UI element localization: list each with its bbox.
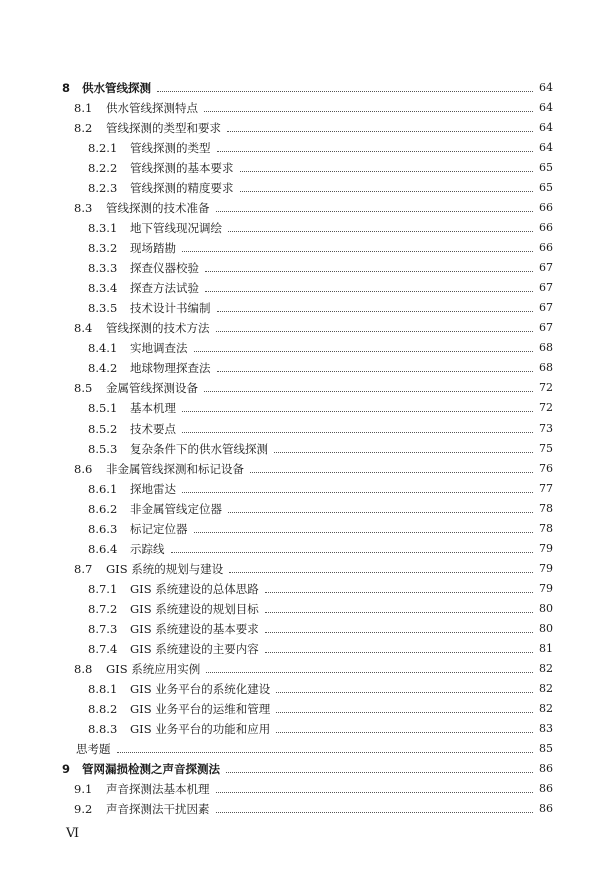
toc-entry-number: 8.3 — [74, 201, 93, 216]
toc-entry-number: 8.2.2 — [88, 161, 118, 176]
toc-entry-page: 86 — [539, 762, 553, 776]
toc-entry — [88, 619, 553, 639]
toc-entry-page: 66 — [539, 201, 553, 215]
dot-leader — [204, 110, 533, 112]
toc-entry-title: GIS 业务平台的运维和管理 — [130, 701, 271, 716]
toc-entry-page: 83 — [539, 721, 553, 735]
toc-entry-page: 72 — [539, 381, 553, 395]
toc-entry-title: 声音探测法干扰因素 — [106, 802, 210, 817]
dot-leader — [228, 511, 533, 513]
dot-leader — [216, 210, 534, 212]
dot-leader — [216, 330, 534, 332]
toc-entry-page: 67 — [539, 301, 553, 315]
toc-entry-page: 65 — [539, 181, 553, 195]
dot-leader — [216, 811, 534, 813]
toc-entry-title: GIS 业务平台的系统化建设 — [130, 681, 271, 696]
toc-entry-number: 9.1 — [74, 782, 93, 797]
dot-leader — [157, 90, 533, 92]
toc-entry-title: GIS 系统应用实例 — [106, 661, 201, 676]
toc-entry-number: 8.8 — [74, 661, 93, 676]
toc-entry — [74, 559, 553, 579]
toc-entry — [88, 419, 553, 439]
toc-entry-title: 标记定位器 — [130, 521, 188, 536]
toc-entry — [88, 439, 553, 459]
toc-entry — [74, 98, 553, 118]
toc-entry-number: 8.3.2 — [88, 241, 118, 256]
dot-leader — [205, 290, 533, 292]
toc-entry-page: 72 — [539, 401, 553, 415]
toc-entry — [88, 218, 553, 238]
toc-entry-number: 8.8.2 — [88, 701, 118, 716]
toc-entry-title: 地下管线现况调绘 — [130, 221, 222, 236]
toc-entry-page: 86 — [539, 782, 553, 796]
toc-entry-title: 声音探测法基本机理 — [106, 782, 210, 797]
toc-entry — [88, 258, 553, 278]
toc-entry-number: 8.6.3 — [88, 521, 118, 536]
dot-leader — [276, 691, 533, 693]
toc-entry-page: 68 — [539, 361, 553, 375]
dot-leader — [274, 451, 533, 453]
dot-leader — [227, 130, 533, 132]
toc-entry — [88, 358, 553, 378]
toc-entry-page: 75 — [539, 441, 553, 455]
toc-entry-title: 探查仪器校验 — [130, 261, 199, 276]
toc-entry-number: 8.6.2 — [88, 501, 118, 516]
dot-leader — [276, 711, 533, 713]
toc-entry-title: GIS 业务平台的功能和应用 — [130, 721, 271, 736]
toc-entry-page: 68 — [539, 341, 553, 355]
dot-leader — [117, 751, 534, 753]
dot-leader — [217, 150, 534, 152]
page-folio: Ⅵ — [66, 826, 80, 841]
toc-entry-title: GIS 系统建设的主要内容 — [130, 641, 259, 656]
toc-entry-title: 探查方法试验 — [130, 281, 199, 296]
toc-entry-title: 供水管线探测特点 — [106, 101, 198, 116]
dot-leader — [182, 410, 533, 412]
dot-leader — [226, 771, 533, 773]
toc-entry-title: 管网漏损检测之声音探测法 — [82, 762, 220, 777]
toc-entry-title: 探地雷达 — [130, 481, 176, 496]
toc-entry-number: 8.5.3 — [88, 441, 118, 456]
toc-entry-page: 80 — [539, 621, 553, 635]
dot-leader — [205, 270, 533, 272]
toc-entry — [74, 318, 553, 338]
toc-entry-title: 非金属管线定位器 — [130, 501, 222, 516]
dot-leader — [265, 591, 533, 593]
dot-leader — [171, 551, 534, 553]
toc-entry-number: 8 — [62, 81, 71, 95]
toc-entry-number: 8.6.1 — [88, 481, 118, 496]
toc-entry — [88, 398, 553, 418]
toc-entry-number: 8.8.1 — [88, 681, 118, 696]
toc-entry-number: 8.7.4 — [88, 641, 118, 656]
toc-entry — [88, 499, 553, 519]
toc-entry-number: 8.8.3 — [88, 721, 118, 736]
toc-entry-number: 8.1 — [74, 101, 93, 116]
dot-leader — [204, 390, 533, 392]
toc-entry — [74, 659, 553, 679]
toc-entry-title: 实地调查法 — [130, 341, 188, 356]
toc-entry — [88, 479, 553, 499]
toc-entry-title: 技术设计书编制 — [130, 301, 211, 316]
toc-entry — [88, 278, 553, 298]
dot-leader — [228, 230, 533, 232]
toc-entry-title: GIS 系统的规划与建设 — [106, 561, 224, 576]
toc-entry-page: 67 — [539, 321, 553, 335]
dot-leader — [265, 631, 533, 633]
toc-entry-title: GIS 系统建设的基本要求 — [130, 621, 259, 636]
dot-leader — [265, 611, 533, 613]
dot-leader — [194, 350, 534, 352]
toc-entry-page: 82 — [539, 681, 553, 695]
toc-entry — [88, 338, 553, 358]
toc-entry-number: 8.4.1 — [88, 341, 118, 356]
toc-entry — [74, 118, 553, 138]
toc-entry-number: 9 — [62, 762, 71, 777]
toc-entry-number: 8.5 — [74, 381, 93, 396]
toc-entry-title: GIS 系统建设的规划目标 — [130, 601, 259, 616]
toc-entry-page: 76 — [539, 461, 553, 475]
toc-entry-number: 8.3.5 — [88, 301, 118, 316]
toc-entry-title: 示踪线 — [130, 541, 165, 556]
toc-entry — [62, 78, 553, 98]
toc-entry — [88, 158, 553, 178]
dot-leader — [194, 531, 534, 533]
toc-entry — [74, 198, 553, 218]
toc-entry-title: 管线探测的基本要求 — [130, 161, 234, 176]
toc-entry-page: 81 — [539, 641, 553, 655]
toc-entry-number: 8.3.1 — [88, 221, 118, 236]
toc-entry-page: 82 — [539, 661, 553, 675]
toc-entry-number: 8.3.3 — [88, 261, 118, 276]
dot-leader — [240, 170, 534, 172]
toc-entry-title: 基本机理 — [130, 401, 176, 416]
toc-entry-title: 金属管线探测设备 — [106, 381, 198, 396]
toc-entry-title: 供水管线探测 — [82, 81, 151, 95]
toc-entry-title: 管线探测的技术准备 — [106, 201, 210, 216]
toc-entry-page: 85 — [539, 741, 553, 755]
dot-leader — [250, 471, 533, 473]
toc-entry-title: 思考题 — [76, 741, 111, 756]
toc-entry-page: 80 — [539, 601, 553, 615]
toc-entry-title: 现场踏勘 — [130, 241, 176, 256]
toc-entry — [74, 779, 553, 799]
toc-entry — [88, 178, 553, 198]
toc-entry-number: 8.6.4 — [88, 541, 118, 556]
toc-entry — [74, 459, 553, 479]
toc-entry-page: 64 — [539, 121, 553, 135]
toc-entry-number: 8.5.2 — [88, 421, 118, 436]
toc-entry-number: 8.5.1 — [88, 401, 118, 416]
toc-entry-page: 78 — [539, 501, 553, 515]
toc-entry — [88, 579, 553, 599]
toc-entry-title: 管线探测的精度要求 — [130, 181, 234, 196]
toc-entry-title: 非金属管线探测和标记设备 — [106, 461, 244, 476]
toc-entry-title: GIS 系统建设的总体思路 — [130, 581, 259, 596]
dot-leader — [217, 310, 534, 312]
toc-entry — [88, 539, 553, 559]
toc-entry-page: 77 — [539, 481, 553, 495]
toc-entry — [88, 699, 553, 719]
toc-entry-title: 复杂条件下的供水管线探测 — [130, 441, 268, 456]
toc-entry — [62, 759, 553, 779]
toc-entry-page: 78 — [539, 521, 553, 535]
dot-leader — [265, 651, 533, 653]
dot-leader — [217, 370, 534, 372]
toc-entry-number: 8.7 — [74, 561, 93, 576]
toc-entry-page: 65 — [539, 161, 553, 175]
toc-entry-number: 8.2.3 — [88, 181, 118, 196]
toc-entry — [88, 719, 553, 739]
toc-entry — [88, 138, 553, 158]
toc-entry — [88, 639, 553, 659]
toc-entry — [88, 519, 553, 539]
toc-entry-page: 67 — [539, 261, 553, 275]
toc-entry-number: 8.2 — [74, 121, 93, 136]
toc-entry-page: 66 — [539, 221, 553, 235]
toc-entry-page: 64 — [539, 141, 553, 155]
toc-entry-number: 8.3.4 — [88, 281, 118, 296]
toc-entry-page: 64 — [539, 101, 553, 115]
toc-entry — [74, 799, 553, 819]
toc-entry — [88, 679, 553, 699]
dot-leader — [182, 491, 533, 493]
dot-leader — [229, 571, 533, 573]
toc-entry — [74, 739, 553, 759]
toc-entry-page: 73 — [539, 421, 553, 435]
toc-entry-title: 技术要点 — [130, 421, 176, 436]
toc-entry-page: 64 — [539, 81, 553, 94]
dot-leader — [206, 671, 533, 673]
toc-entry — [88, 238, 553, 258]
dot-leader — [276, 731, 533, 733]
toc-entry-title: 管线探测的技术方法 — [106, 321, 210, 336]
toc-entry-number: 8.2.1 — [88, 141, 118, 156]
toc-entry — [88, 298, 553, 318]
toc-entry-page: 82 — [539, 701, 553, 715]
toc-entry-page: 79 — [539, 581, 553, 595]
toc-entry-title: 地球物理探查法 — [130, 361, 211, 376]
toc-entry-page: 79 — [539, 541, 553, 555]
toc-entry-page: 79 — [539, 561, 553, 575]
toc-entry-number: 9.2 — [74, 802, 93, 817]
dot-leader — [216, 791, 534, 793]
toc-entry-number: 8.7.1 — [88, 581, 118, 596]
toc-entry-number: 8.4.2 — [88, 361, 118, 376]
toc-entry-number: 8.7.3 — [88, 621, 118, 636]
toc-entry-number: 8.7.2 — [88, 601, 118, 616]
toc-entry — [74, 378, 553, 398]
toc-entry-page: 66 — [539, 241, 553, 255]
toc-entry-number: 8.6 — [74, 461, 93, 476]
toc-entry-page: 67 — [539, 281, 553, 295]
toc-entry-title: 管线探测的类型和要求 — [106, 121, 221, 136]
toc-entry-title: 管线探测的类型 — [130, 141, 211, 156]
dot-leader — [240, 190, 534, 192]
toc-entry-page: 86 — [539, 802, 553, 816]
dot-leader — [182, 250, 533, 252]
toc-entry — [88, 599, 553, 619]
dot-leader — [182, 431, 533, 433]
toc-entry-number: 8.4 — [74, 321, 93, 336]
